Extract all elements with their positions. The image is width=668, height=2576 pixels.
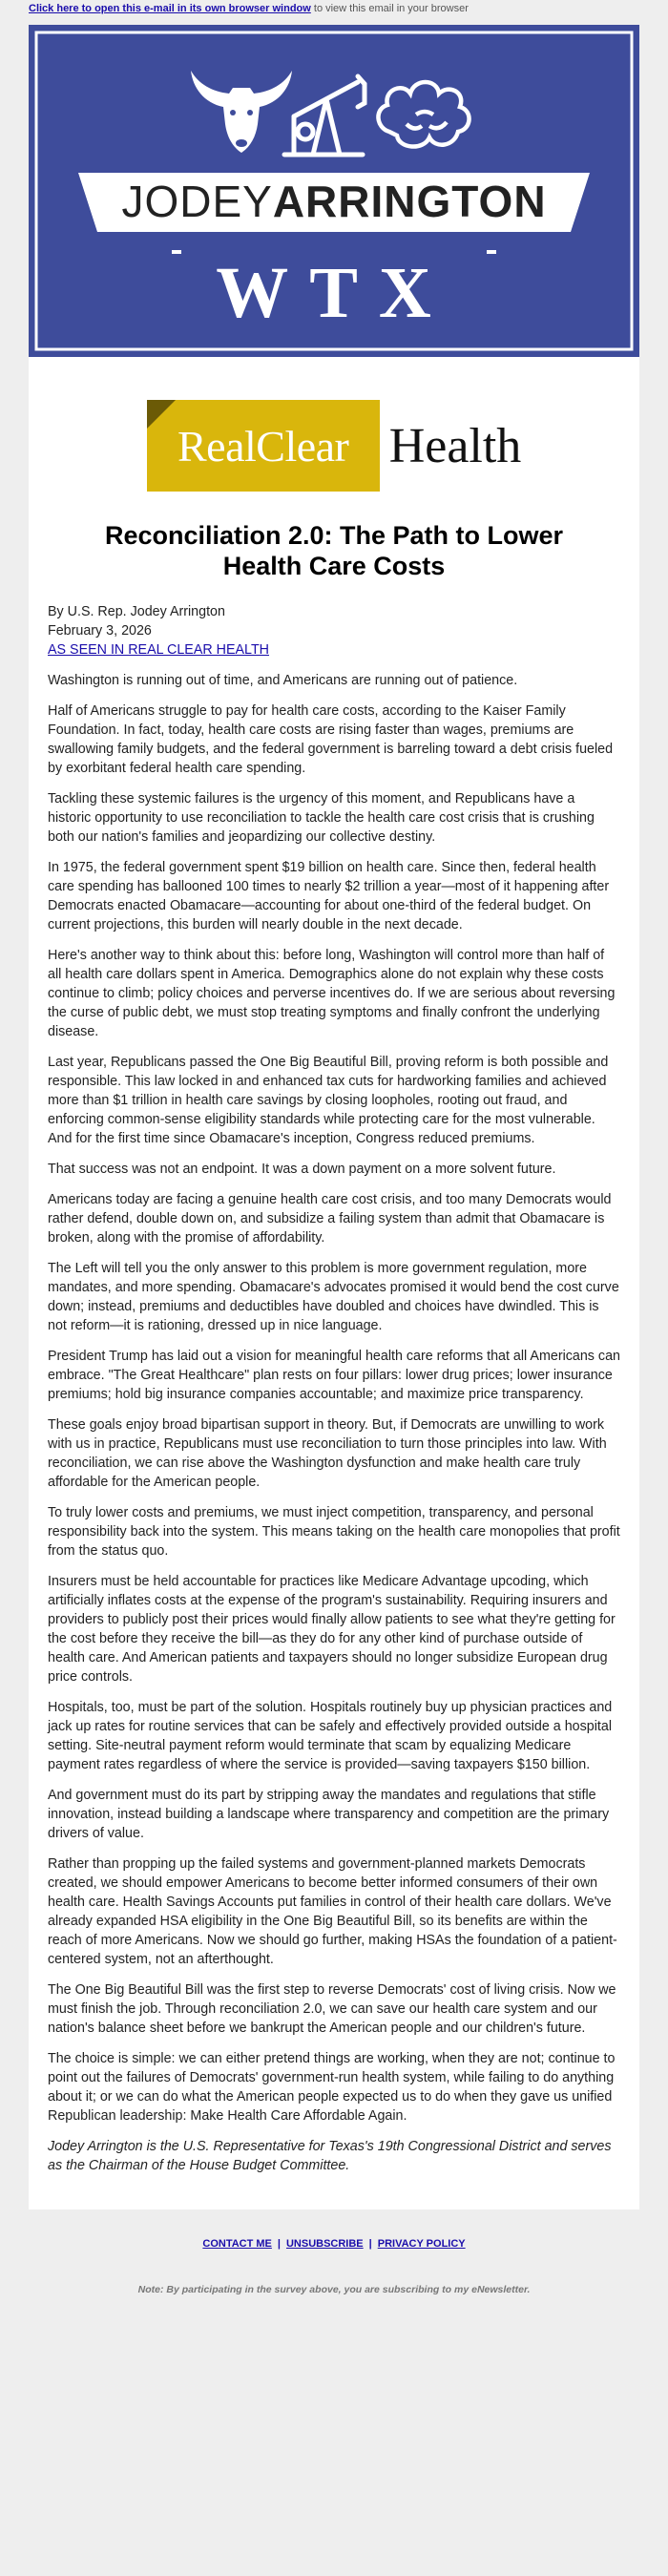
paragraph: Last year, Republicans passed the One Big Beautiful Bill, proving reform is both possible and responsible. This law locked in and enhanced tax cuts for hardworking families and achieved more than $1 trillion in health care savings by closing loopholes, rooting out fraud, and enforcing common-sense eligibility standards while protecting care for the most vulnerable. And for the first time since Obamacare's inception, Congress reduced premiums.	[48, 1055, 609, 1146]
header-banner	[29, 25, 639, 357]
article-date: February 3, 2026	[48, 623, 152, 639]
open-in-browser-link[interactable]: Click here to open this e-mail in its own browser window	[29, 3, 311, 14]
realclear-health-logo	[29, 357, 639, 520]
article-title: Reconciliation 2.0: The Path to Lower Health Care Costs	[104, 521, 564, 580]
view-in-browser-bar	[0, 0, 668, 19]
unsubscribe-link[interactable]: UNSUBSCRIBE	[285, 2238, 364, 2250]
article-body	[29, 660, 639, 2209]
paragraph: Washington is running out of time, and Americans are running out of patience.	[48, 673, 518, 688]
paragraph: The Left will tell you the only answer to this problem is more government regulation, more mandates, and more spending. Obamacare's advocates promised it would bend the cost curve down; instead, premiums and deductibles have doubled and choices have dwindled. This is not reform—it is rationing, dressed up in nice language.	[48, 1261, 619, 1333]
paragraph: Here's another way to think about this: before long, Washington will control more than half of all health care dollars spent in America. Demographics alone do not explain why these costs continue to climb; policy choices and perverse incentives do. If we are serious about reversing the curse of public debt, we must stop treating symptoms and finally confront the underlying disease.	[48, 948, 616, 1039]
survey-note: Note: By participating in the survey above, you are subscribing to my eNewsletter.	[137, 2284, 531, 2295]
paragraph: These goals enjoy broad bipartisan support in theory. But, if Democrats are unwilling to work with us in practice, Republicans must use reconciliation to turn those principles into law. With reconciliation, we can rise above the Washington dysfunction and make health care truly affordable for the American people.	[48, 1417, 607, 1490]
banner-wtx: WTX	[216, 253, 452, 333]
privacy-policy-link[interactable]: PRIVACY POLICY	[377, 2238, 466, 2250]
view-in-browser-text: to view this email in your browser	[310, 3, 469, 14]
paragraph: In 1975, the federal government spent $19 billion on health care. Since then, federal health care spending has ballooned 100 times to nearly $2 trillion a year—most of it happening after Democrats enacted Obamacare—accounting for about one-third of the federal budget. On current projections, this burden will nearly double in the next decade.	[48, 860, 610, 932]
realclear-box	[147, 400, 380, 492]
cotton-icon	[378, 82, 469, 147]
wtx-bar-left	[172, 250, 181, 254]
paragraph: Insurers must be held accountable for practices like Medicare Advantage upcoding, which artificially inflates costs at the expense of the program's sustainability. Requiring insurers and providers to publicly post their prices would finally allow patients to see what they're getting for the cost before they receive the bill—as they do for any other kind of purchase outside of health care. And American patients and taxpayers should no longer subsidize European drug price controls.	[48, 1574, 616, 1685]
paragraph: The One Big Beautiful Bill was the first step to reverse Democrats' cost of living crisis. Now we must finish the job. Through reconciliation 2.0, we can save our health care system and our nation's balance sheet before we bankrupt the American people and our children's future.	[48, 1982, 616, 2036]
footer-separator: |	[277, 2238, 281, 2250]
paragraph: President Trump has laid out a vision for meaningful health care reforms that all Americans can embrace. "The Great Healthcare" plan rests on four pillars: lower drug prices; lower insurance premiums; hold big insurance companies accountable; and maximize price transparency.	[48, 1349, 620, 1402]
logo-fold-corner	[147, 400, 176, 429]
longhorn-icon	[191, 71, 292, 153]
source-link[interactable]: AS SEEN IN REAL CLEAR HEALTH	[48, 642, 269, 658]
contact-link[interactable]: CONTACT ME	[202, 2238, 272, 2250]
article-meta	[29, 581, 639, 660]
banner-graphic	[29, 25, 639, 357]
paragraph: Americans today are facing a genuine health care cost crisis, and too many Democrats would rather defend, double down on, and subsidize a failing system than admit that Obamacare is broken, along with the promise of affordability.	[48, 1192, 612, 1246]
footer-separator: |	[368, 2238, 372, 2250]
paragraph: Half of Americans struggle to pay for health care costs, according to the Kaiser Family Foundation. In fact, today, health care costs are rising faster than wages, premiums are swallowing family budgets, and the federal government is barreling toward a debt crisis fueled by exorbitant federal health care spending.	[48, 703, 614, 776]
oil-pumpjack-icon	[284, 76, 365, 155]
wtx-bar-right	[487, 250, 496, 254]
byline: By U.S. Rep. Jodey Arrington	[48, 604, 225, 619]
paragraph: The choice is simple: we can either pretend things are working, when they are not; continue to point out the failures of Democrats' government-run health system, while failing to do anything about it; or we can do what the American people expected us to do when they gave us unified Republican leadership: Make Health Care Affordable Again.	[48, 2051, 616, 2124]
footer-links	[0, 2209, 668, 2250]
paragraph: Tackling these systemic failures is the urgency of this moment, and Republicans have a historic opportunity to use reconciliation to tackle the health care cost crisis that is crushing both our nation's families and jeopardizing our collective destiny.	[48, 791, 595, 845]
email-container	[29, 25, 639, 2209]
paragraph: That success was not an endpoint. It was a down payment on a more solvent future.	[48, 1162, 556, 1177]
paragraph: And government must do its part by stripping away the mandates and regulations that stifle innovation, instead building a landscape where transparency and competition are the primary drivers of value.	[48, 1788, 610, 1841]
logo-realclear-text: RealClear	[177, 421, 349, 471]
logo-health-text: Health	[388, 418, 522, 473]
banner-name: JODEYARRINGTON	[121, 177, 547, 226]
author-bio: Jodey Arrington is the U.S. Representative for Texas's 19th Congressional District and serves as the Chairman of the House Budget Committee.	[48, 2139, 612, 2173]
paragraph: Hospitals, too, must be part of the solution. Hospitals routinely buy up physician practices and jack up rates for routine services that can be safely and effectively provided outside a hospital setting. Site-neutral payment reform would terminate that scam by equalizing Medicare payment rates regardless of where the service is provided—saving taxpayers $150 billion.	[48, 1700, 613, 1772]
paragraph: To truly lower costs and premiums, we must inject competition, transparency, and personal responsibility back into the system. This means taking on the health care monopolies that profit from the status quo.	[48, 1505, 620, 1559]
paragraph: Rather than propping up the failed systems and government-planned markets Democrats created, we should empower Americans to become better informed consumers of their own health care. Health Savings Accounts put families in control of their health care dollars. We've already expanded HSA eligibility in the One Big Beautiful Bill, so its benefits are within the reach of more Americans. Now we should go further, making HSAs the foundation of a patient-centered system, not an afterthought.	[48, 1856, 617, 1967]
